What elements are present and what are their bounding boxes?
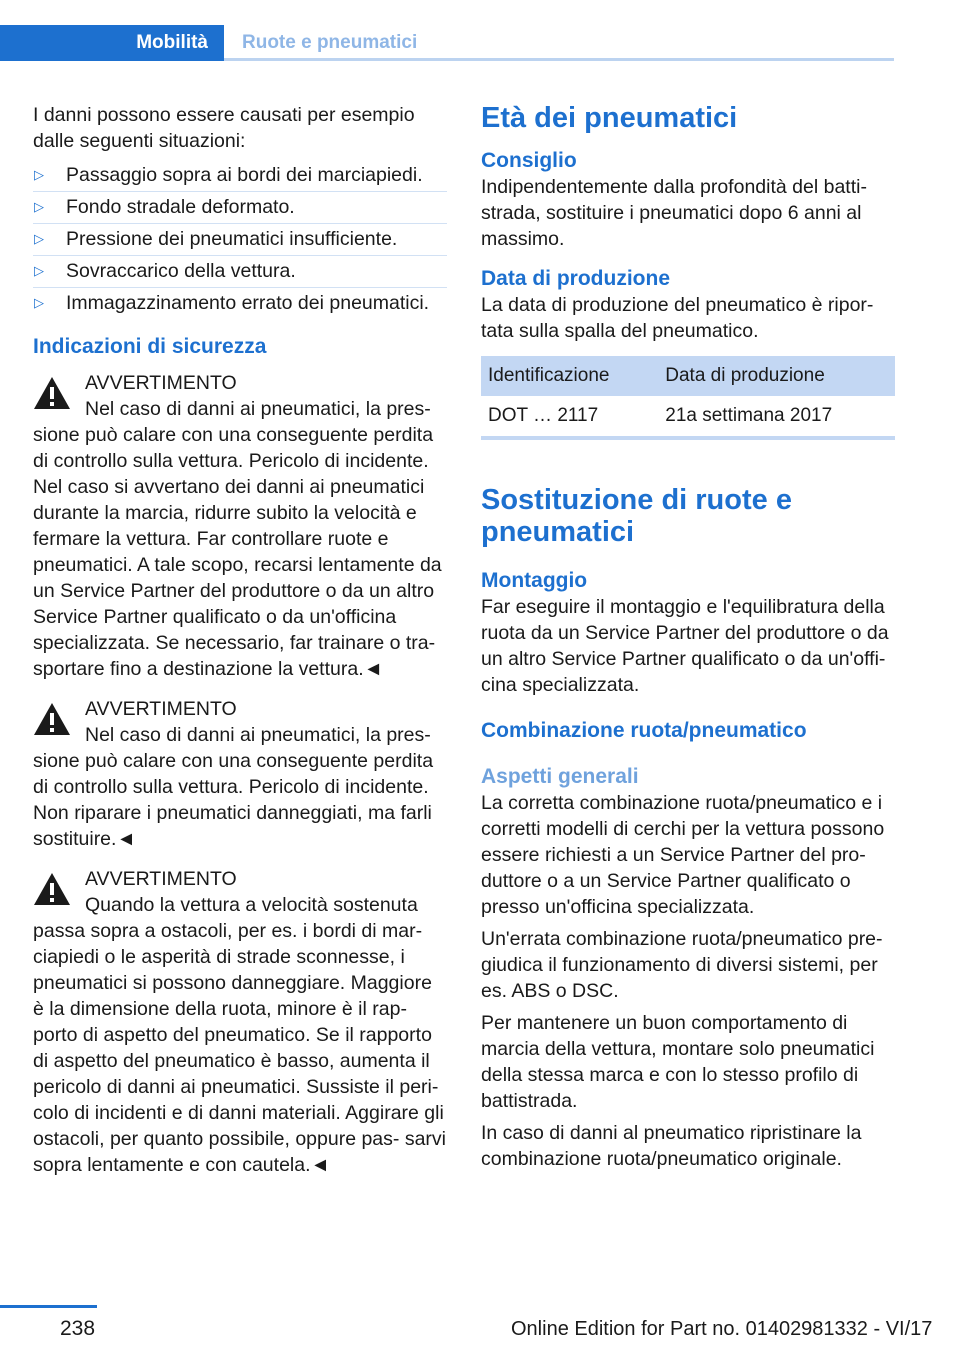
page-number: 238 bbox=[60, 1317, 96, 1340]
triangle-bullet-icon: ▷ bbox=[34, 263, 44, 278]
warning-text-first: Quando la vettura a velocità sostenuta bbox=[85, 894, 418, 916]
table-header-cell: Data di produzione bbox=[658, 356, 895, 396]
warning-text-first: Nel caso di danni ai pneumatici, la pres‐ bbox=[85, 724, 431, 746]
list-item: ▷ Fondo stradale deformato. bbox=[33, 192, 447, 224]
production-date-heading: Data di produzione bbox=[481, 267, 670, 290]
body-paragraph: Un'errata combinazione ruota/pneumatico pre‐ giudica il funzionamento di diversi sistemi, per es. ABS o DSC. bbox=[481, 928, 883, 1002]
right-column bbox=[481, 102, 895, 1172]
warning-triangle-icon bbox=[33, 702, 71, 736]
production-date-table bbox=[481, 356, 895, 440]
combination-heading: Combinazione ruota/pneumatico bbox=[481, 719, 807, 742]
triangle-bullet-icon: ▷ bbox=[34, 295, 44, 310]
mounting-text: Far eseguire il montaggio e l'equilibratura della ruota da un Service Partner del produttore o da un altro Service Partner qualificato o da un'offi‐ cina specializzata. bbox=[481, 596, 889, 696]
warning-label: AVVERTIMENTO bbox=[85, 372, 237, 394]
triangle-bullet-icon: ▷ bbox=[34, 199, 44, 214]
tire-age-title: Età dei pneumatici bbox=[481, 102, 738, 134]
warning-label: AVVERTIMENTO bbox=[85, 868, 237, 890]
warning-text: sione può calare con una conseguente perdita di controllo sulla vettura. Pericolo di incidente. Nel caso si avvertano dei danni ai pneumatici durante la marcia, ridurre subito la velocità e fermare la vettura. Far controllare ruote e pneumatici. A tale scopo, recarsi lentamente da un Service Partner del produttore o da un altro Service Partner qualificato o da un'officina specializzata. Se necessario, far trainare o tra‐ sportare fino a destinazione la vettura.◄ bbox=[33, 424, 442, 680]
advice-text: Indipendentemente dalla profondità del batti‐ strada, sostituire i pneumatici dopo 6 anni al massimo. bbox=[481, 176, 867, 250]
body-paragraph: La corretta combinazione ruota/pneumatico e i corretti modelli di cerchi per la vettura possono essere richiesti a un Service Partner del pro‐ duttore o a un Service Partner qualificato o presso un'officina specializzata. bbox=[481, 792, 885, 918]
list-item: ▷ Pressione dei pneumatici insufficiente. bbox=[33, 224, 447, 256]
header-section: Mobilità bbox=[0, 25, 224, 61]
footer-rule bbox=[0, 1305, 97, 1308]
table-header-row bbox=[481, 356, 895, 396]
damage-causes-list bbox=[33, 160, 447, 320]
intro-text: I danni possono essere causati per esempio dalle seguenti situazioni: bbox=[33, 104, 415, 152]
safety-heading: Indicazioni di sicurezza bbox=[33, 335, 267, 358]
table-cell: 21a settimana 2017 bbox=[658, 396, 895, 438]
list-item: ▷ Passaggio sopra ai bordi dei marciapiedi. bbox=[33, 160, 447, 192]
warning-text: passa sopra a ostacoli, per es. i bordi di mar‐ ciapiedi o le asperità di strade sconnesse, i pneumatici si possono danneggiare. Maggiore è la dimensione della ruota, minore è il rap‐ porto di aspetto del pneumatico. Se il rapporto di aspetto del pneumatico è basso, aumenta il pericolo di danni ai pneumatici. Sussiste il peri‐ colo di incidenti e di danni materiali. Aggirare gli ostacoli, per quanto possibile, oppure pas‐ sarvi sopra lentamente e con cautela.◄ bbox=[33, 920, 446, 1176]
header-chapter: Ruote e pneumatici bbox=[224, 25, 894, 61]
warning-text-first: Nel caso di danni ai pneumatici, la pres‐ bbox=[85, 398, 431, 420]
list-item: ▷ Immagazzinamento errato dei pneumatici. bbox=[33, 288, 447, 320]
warning-label: AVVERTIMENTO bbox=[85, 698, 237, 720]
warning-block bbox=[33, 370, 447, 682]
list-item: ▷ Sovraccarico della vettura. bbox=[33, 256, 447, 288]
warning-text: sione può calare con una conseguente perdita di controllo sulla vettura. Pericolo di incidente. Non riparare i pneumatici danneggiati, ma farli sostituire.◄ bbox=[33, 750, 434, 850]
edition-text: Online Edition for Part no. 01402981332 - VI/17 bbox=[511, 1318, 933, 1340]
body-paragraph: In caso di danni al pneumatico ripristinare la combinazione ruota/pneumatico originale. bbox=[481, 1122, 862, 1170]
triangle-bullet-icon: ▷ bbox=[34, 231, 44, 246]
warning-block bbox=[33, 696, 447, 852]
advice-heading: Consiglio bbox=[481, 149, 577, 172]
warning-triangle-icon bbox=[33, 872, 71, 906]
left-column bbox=[33, 102, 447, 1178]
warning-block bbox=[33, 866, 447, 1178]
table-row bbox=[481, 396, 895, 438]
production-date-text: La data di produzione del pneumatico è ripor‐ tata sulla spalla del pneumatico. bbox=[481, 294, 874, 342]
table-header-cell: Identificazione bbox=[481, 356, 658, 396]
table-cell: DOT … 2117 bbox=[481, 396, 658, 438]
warning-triangle-icon bbox=[33, 376, 71, 410]
mounting-heading: Montaggio bbox=[481, 569, 588, 592]
body-paragraph: Per mantenere un buon comportamento di marcia della vettura, montare solo pneumatici della stessa marca e con lo stesso profilo di battistrada. bbox=[481, 1012, 875, 1112]
triangle-bullet-icon: ▷ bbox=[34, 167, 44, 182]
replacement-title: Sostituzione di ruote e pneumatici bbox=[481, 484, 792, 548]
general-heading: Aspetti generali bbox=[481, 765, 639, 788]
page-header bbox=[0, 25, 960, 61]
